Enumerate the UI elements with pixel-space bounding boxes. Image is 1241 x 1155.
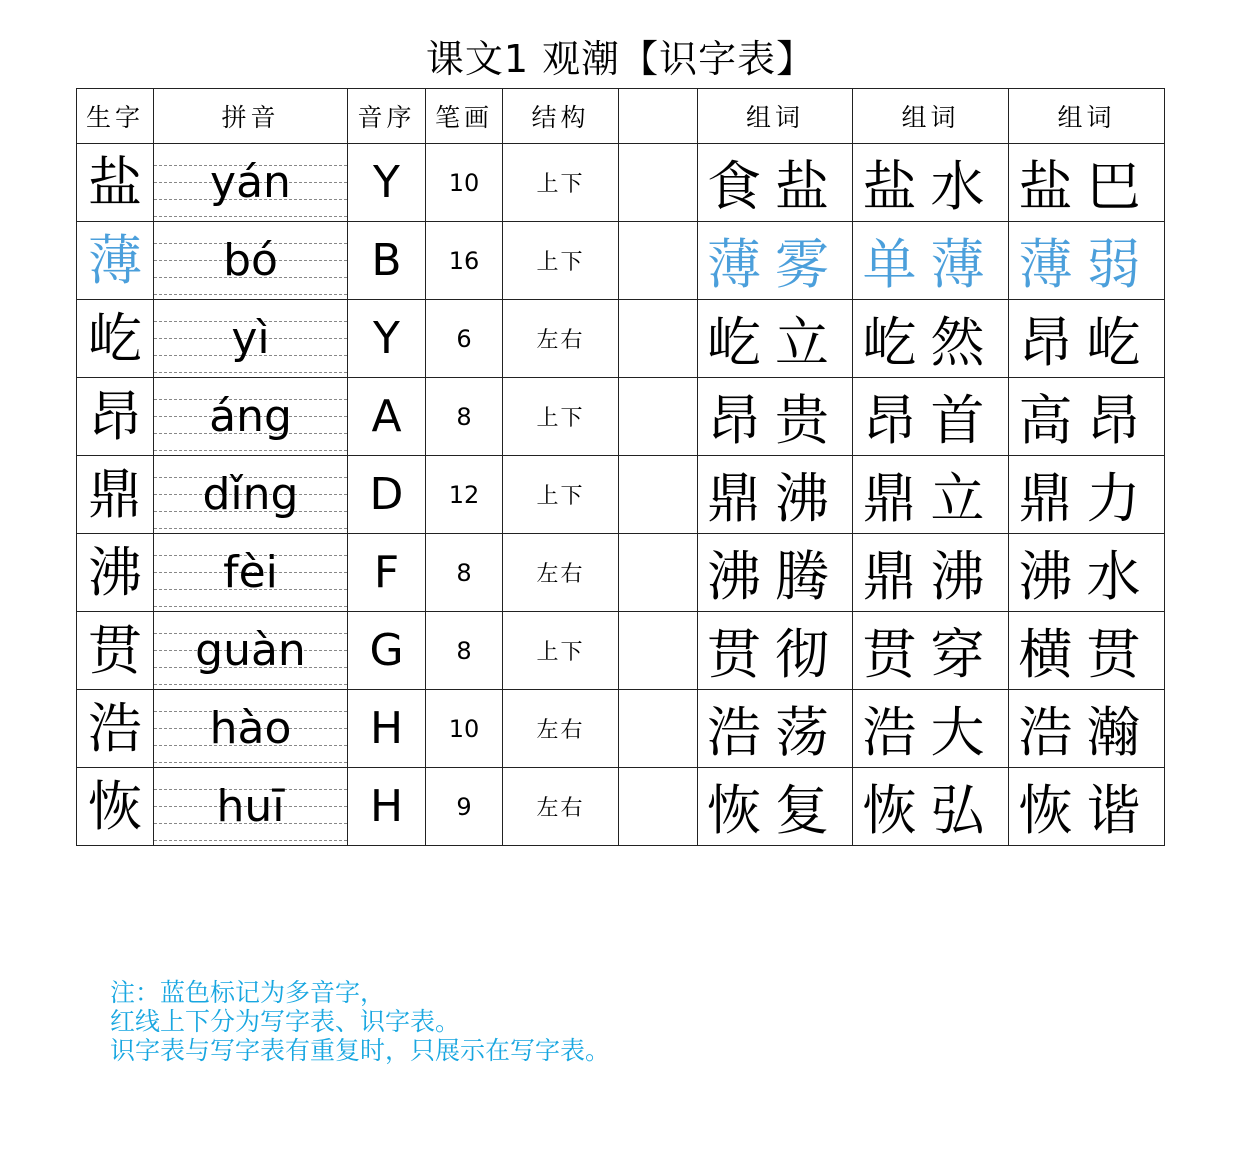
word-1: 沸腾 bbox=[698, 534, 853, 612]
pinyin: fèi bbox=[223, 546, 278, 598]
word-3: 浩瀚 bbox=[1009, 690, 1165, 768]
word-1: 贯彻 bbox=[698, 612, 853, 690]
character: 贯 bbox=[88, 618, 142, 682]
structure: 上下 bbox=[503, 378, 619, 456]
header-structure: 结构 bbox=[503, 89, 619, 144]
header-char: 生字 bbox=[77, 89, 154, 144]
word-3: 恢谐 bbox=[1009, 768, 1165, 846]
pinyin: huī bbox=[216, 780, 285, 832]
table-row bbox=[77, 534, 1165, 612]
word-3: 高昂 bbox=[1009, 378, 1165, 456]
footnote bbox=[110, 978, 610, 1065]
table-row bbox=[77, 300, 1165, 378]
stroke-count: 8 bbox=[426, 612, 503, 690]
pinyin-cell bbox=[154, 612, 348, 690]
pinyin-cell bbox=[154, 456, 348, 534]
word-3: 沸水 bbox=[1009, 534, 1165, 612]
pinyin-cell bbox=[154, 222, 348, 300]
table-row bbox=[77, 144, 1165, 222]
character-cell bbox=[77, 144, 154, 222]
blank-cell bbox=[619, 300, 698, 378]
footnote-line: 注：蓝色标记为多音字， bbox=[110, 978, 386, 1007]
footnote-line: 红线上下分为写字表、识字表。 bbox=[110, 1007, 461, 1036]
header-blank bbox=[619, 89, 698, 144]
character: 昂 bbox=[88, 384, 142, 448]
pinyin: yì bbox=[231, 312, 270, 364]
stroke-count: 9 bbox=[426, 768, 503, 846]
blank-cell bbox=[619, 768, 698, 846]
word-1: 食盐 bbox=[698, 144, 853, 222]
character-cell bbox=[77, 300, 154, 378]
blank-cell bbox=[619, 222, 698, 300]
initial-letter: H bbox=[348, 768, 426, 846]
character: 沸 bbox=[88, 540, 142, 604]
structure: 上下 bbox=[503, 612, 619, 690]
initial-letter: B bbox=[348, 222, 426, 300]
initial-letter: H bbox=[348, 690, 426, 768]
pinyin-cell bbox=[154, 768, 348, 846]
character-cell bbox=[77, 222, 154, 300]
character-cell bbox=[77, 690, 154, 768]
pinyin-cell bbox=[154, 690, 348, 768]
word-3: 薄弱 bbox=[1009, 222, 1165, 300]
header-word-3: 组词 bbox=[1009, 89, 1165, 144]
stroke-count: 10 bbox=[426, 144, 503, 222]
stroke-count: 8 bbox=[426, 378, 503, 456]
word-2: 单薄 bbox=[853, 222, 1009, 300]
stroke-count: 10 bbox=[426, 690, 503, 768]
pinyin: áng bbox=[209, 390, 292, 442]
word-2: 鼎立 bbox=[853, 456, 1009, 534]
blank-cell bbox=[619, 612, 698, 690]
character: 恢 bbox=[88, 774, 142, 838]
word-2: 鼎沸 bbox=[853, 534, 1009, 612]
structure: 左右 bbox=[503, 690, 619, 768]
blank-cell bbox=[619, 144, 698, 222]
word-1: 薄雾 bbox=[698, 222, 853, 300]
word-2: 浩大 bbox=[853, 690, 1009, 768]
initial-letter: Y bbox=[348, 144, 426, 222]
stroke-count: 6 bbox=[426, 300, 503, 378]
structure: 左右 bbox=[503, 768, 619, 846]
structure: 左右 bbox=[503, 300, 619, 378]
word-1: 昂贵 bbox=[698, 378, 853, 456]
word-3: 昂屹 bbox=[1009, 300, 1165, 378]
character: 浩 bbox=[88, 696, 142, 760]
pinyin-cell bbox=[154, 300, 348, 378]
blank-cell bbox=[619, 378, 698, 456]
header-order: 音序 bbox=[348, 89, 426, 144]
blank-cell bbox=[619, 456, 698, 534]
word-1: 屹立 bbox=[698, 300, 853, 378]
stroke-count: 12 bbox=[426, 456, 503, 534]
pinyin-cell bbox=[154, 378, 348, 456]
character-cell bbox=[77, 612, 154, 690]
initial-letter: F bbox=[348, 534, 426, 612]
initial-letter: G bbox=[348, 612, 426, 690]
page-title: 课文1 观潮【识字表】 bbox=[425, 37, 816, 81]
character: 薄 bbox=[88, 228, 142, 292]
word-2: 昂首 bbox=[853, 378, 1009, 456]
word-1: 恢复 bbox=[698, 768, 853, 846]
structure: 上下 bbox=[503, 222, 619, 300]
pinyin: dǐng bbox=[202, 468, 299, 520]
blank-cell bbox=[619, 690, 698, 768]
table-row bbox=[77, 222, 1165, 300]
initial-letter: Y bbox=[348, 300, 426, 378]
word-3: 盐巴 bbox=[1009, 144, 1165, 222]
structure: 上下 bbox=[503, 144, 619, 222]
character-cell bbox=[77, 378, 154, 456]
pinyin-cell bbox=[154, 534, 348, 612]
header-strokes: 笔画 bbox=[426, 89, 503, 144]
character-cell bbox=[77, 534, 154, 612]
pinyin: bó bbox=[223, 234, 278, 286]
character-table bbox=[76, 88, 1165, 846]
character: 盐 bbox=[88, 150, 142, 214]
pinyin-cell bbox=[154, 144, 348, 222]
header-row bbox=[77, 89, 1165, 144]
word-1: 浩荡 bbox=[698, 690, 853, 768]
initial-letter: A bbox=[348, 378, 426, 456]
character: 屹 bbox=[88, 306, 142, 370]
word-3: 鼎力 bbox=[1009, 456, 1165, 534]
footnote-line: 识字表与写字表有重复时，只展示在写字表。 bbox=[110, 1036, 611, 1065]
header-word-2: 组词 bbox=[853, 89, 1009, 144]
initial-letter: D bbox=[348, 456, 426, 534]
blank-cell bbox=[619, 534, 698, 612]
pinyin: hào bbox=[209, 702, 292, 754]
header-pinyin: 拼音 bbox=[154, 89, 348, 144]
table-row bbox=[77, 456, 1165, 534]
pinyin: guàn bbox=[195, 624, 306, 676]
character-cell bbox=[77, 768, 154, 846]
word-2: 恢弘 bbox=[853, 768, 1009, 846]
table-row bbox=[77, 612, 1165, 690]
header-word-1: 组词 bbox=[698, 89, 853, 144]
table-row bbox=[77, 768, 1165, 846]
table-row bbox=[77, 690, 1165, 768]
table-row bbox=[77, 378, 1165, 456]
word-2: 盐水 bbox=[853, 144, 1009, 222]
word-1: 鼎沸 bbox=[698, 456, 853, 534]
stroke-count: 8 bbox=[426, 534, 503, 612]
word-3: 横贯 bbox=[1009, 612, 1165, 690]
stroke-count: 16 bbox=[426, 222, 503, 300]
character: 鼎 bbox=[88, 462, 142, 526]
word-2: 贯穿 bbox=[853, 612, 1009, 690]
character-cell bbox=[77, 456, 154, 534]
pinyin: yán bbox=[210, 156, 291, 208]
word-2: 屹然 bbox=[853, 300, 1009, 378]
structure: 上下 bbox=[503, 456, 619, 534]
structure: 左右 bbox=[503, 534, 619, 612]
